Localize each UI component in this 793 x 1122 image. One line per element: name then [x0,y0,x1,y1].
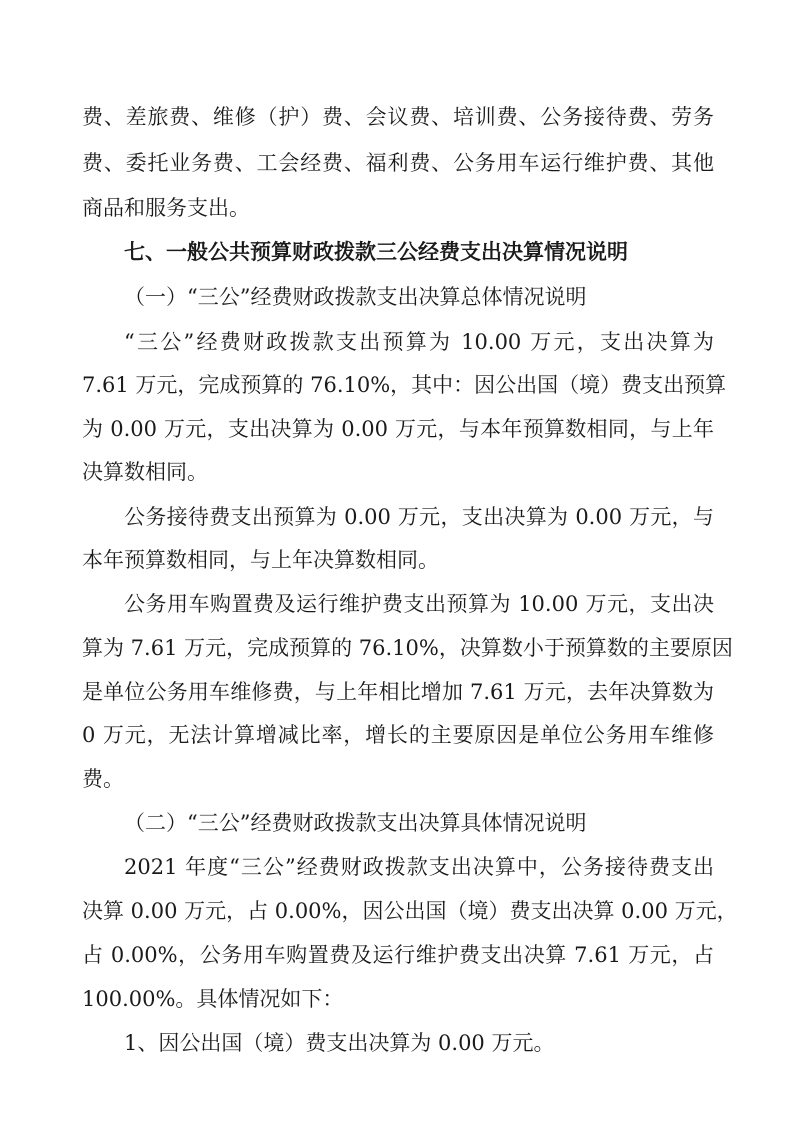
list-item: 1、因公出国（境）费支出决算为 0.00 万元。 [124,1031,555,1055]
paragraph-line: “三公”经费财政拨款支出预算为 10.00 万元，支出决算为 [124,330,714,354]
subsection-heading: （二）“三公”经费财政拨款支出决算具体情况说明 [124,811,587,835]
paragraph-line: 100.00%。具体情况如下： [82,987,344,1011]
paragraph-line: 本年预算数相同，与上年决算数相同。 [82,548,439,572]
paragraph-line: 算为 7.61 万元，完成预算的 76.10%，决算数小于预算数的主要原因 [82,636,733,660]
paragraph-line: 占 0.00%，公务用车购置费及运行维护费支出决算 7.61 万元，占 [82,943,714,967]
paragraph-line: 7.61 万元，完成预算的 76.10%，其中：因公出国（境）费支出预算 [82,373,727,397]
paragraph-line: 2021 年度“三公”经费财政拨款支出决算中，公务接待费支出 [124,855,714,879]
paragraph-line: 公务用车购置费及运行维护费支出预算为 10.00 万元，支出决 [124,592,714,616]
paragraph-line: 决算 0.00 万元，占 0.00%，因公出国（境）费支出决算 0.00 万元， [82,899,738,923]
paragraph-line: 费、差旅费、维修（护）费、会议费、培训费、公务接待费、劳务 [82,105,714,129]
section-heading: 七、一般公共预算财政拨款三公经费支出决算情况说明 [124,240,628,264]
paragraph-line: 费。 [82,767,124,791]
paragraph-line: 0 万元，无法计算增减比率，增长的主要原因是单位公务用车维修 [82,723,714,747]
paragraph-line: 公务接待费支出预算为 0.00 万元，支出决算为 0.00 万元，与 [124,505,714,529]
paragraph-line: 是单位公务用车维修费，与上年相比增加 7.61 万元，去年决算数为 [82,680,714,704]
paragraph-line: 为 0.00 万元，支出决算为 0.00 万元，与本年预算数相同，与上年 [82,417,714,441]
subsection-heading: （一）“三公”经费财政拨款支出决算总体情况说明 [124,285,587,309]
paragraph-line: 费、委托业务费、工会经费、福利费、公务用车运行维护费、其他 [82,151,714,175]
paragraph-line: 商品和服务支出。 [82,196,250,220]
paragraph-line: 决算数相同。 [82,460,208,484]
